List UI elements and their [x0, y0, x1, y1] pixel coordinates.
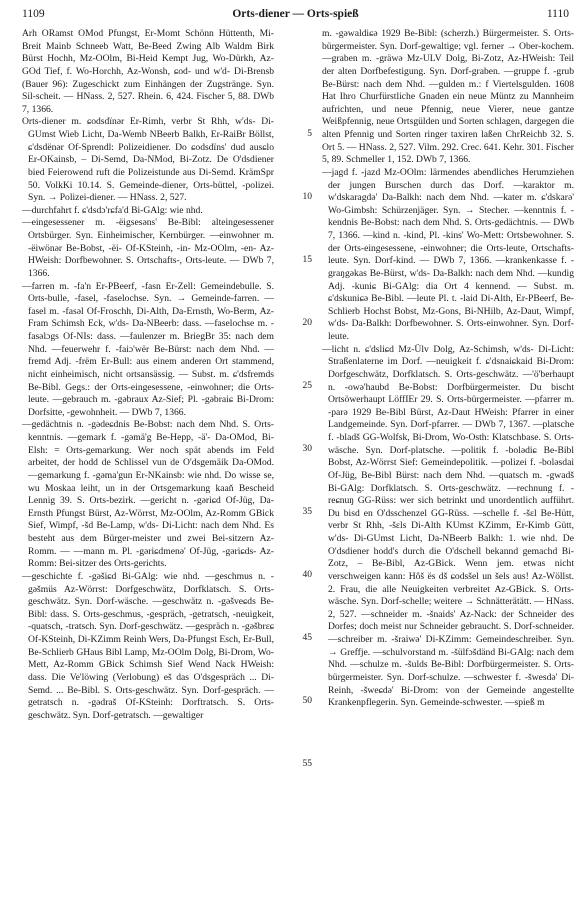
entry-licht: —licht n. ɕ'dsliɕd Mz-Ülv Dolg, Az-Schimsh, w'ds- Di-Licht: Straßenlaterne im Dorf. —neuigkeit f. ɕ'dsnaiɕkaid Bi-Drom: Dorfgeschwätz, Dorfklatsch. S. Orts-geschwätz. —'ö'berhaupt n. -owə'haubd Be-Bobst: Dorfbürgermeister. Du bischt Ortsöwerhaupt LöffIEr 29. S. Orts-bürgermeister. —pfarrer m. -parə 1929 Be-Bibl Bürst, Az-Daut HWeish: Pfarrer in einer Landgemeinde. Syn. Dorf-pfarrer. — DWb 7, 1367. —platsche f. -bladš GG-Wolfsk, Bi-Drom, Wo-Osth: Klatschbase. S. Orts-wäsche. Syn. Dorf-platsche. —politik f. -bolədiɕ Be-Bibl Bobst, Az-Wörrst Sief: Gemeindepolitik. —polizei f. -boləsdai Of-Jüg, Be-Bibl Bürst: nach dem Nhd. —quatsch m. -gwadš Bi-GAlg: Dorfklatsch. S. Orts-geschwätz. —rechnung f. -reɕnuŋ GG-Rüss: wer sich betrinkt und unordentlich aufführt. Du bisd en O'dsschenzel GG-Rüss. —schelle f. -šɛl Be-Hütt, verbr St Rhh, -šɛls Di-Alth KUmst KZimm, Er-Kimb Gütt, w'ds- Di-GUmst Licht, Da-NBeerb Balkh: 1. wie nhd. De O'dsdiener hodd's durch die O'dschell bekannd gemachd Bi-Zotz, – Be-Bibl, Az-GBick. Wenn jem. etwas nicht verschweigen kann: Hôš ës dš ɕodsšel un šels aus! Az-Wöllst. 2. Frau, die alle Neuigkeiten verbreitet Az-GBick. S. Orts-wäsche. Syn. Dorf-schelle; weitere → Schnätterätätt. — HNass. 2, 527. —schneider m. -šnaids' Az-Nack: der Schneider des Dorfes; doch meist nur Schneider gebraucht. S. Dorf-schneider. —schreiber m. -šraiwə' Di-KZimm: Gemeindeschreiber. Syn. → Greffje. —schulvorstand m. -šülfɔšdänd Bi-GAlg: nach dem Nhd. —schulze m. -šulds Be-Bibl: Dorfbürgermeister. S. Orts-bürgermeister. Syn. Dorf-schulze. —schwester f. -šwesdə' Di-Reinh, -šweɕdə' Bi-Drom: von der Gemeinde angestellte Krankenpflegerin. Syn. Gemeinde-schwester. —spieß m — [322, 343, 574, 709]
line-numbers — [290, 28, 312, 898]
line-number: 50 — [302, 696, 312, 706]
line-number: 20 — [302, 318, 312, 328]
right-page-number: 1110 — [546, 8, 569, 20]
entry-arh: Arh ORamst OMod Pfungst, Er-Momt Schönn Hüttenth, Mi-Breit Mainb Schneeb Watt, Be-Beed Zwing Alb Waldm Birk Bürst Hochh, Mz-OOlm, Bi-Heid Kempt Jug, Wo-Dürkh, Az-GOd Tief, f. Wo-Horchh, Az-Wonsh, ɕod- und w'd- Di-Brensb (Bauer 96): Zugeschickt zum Einhängen der Zugstränge. Syn. Sil-scheit. — HNass. 2, 527. Rhein. 6, 424. Fischer 5, 88. DWb 7, 1366. — [22, 28, 274, 115]
line-number: 25 — [302, 381, 312, 391]
line-number: 15 — [302, 255, 312, 265]
line-number: 35 — [302, 507, 312, 517]
line-number: 10 — [302, 192, 312, 202]
entry-eingesessener: —eingesessener m. -ëigsesəns' Be-Bibl: alteingesessener Ortsbürger. Syn. Einheimischer, Kernbürger. —einwohner m. -ëiwönər Be-Bobst, -ëi- Of-KSteinh, -in- Mz-OOlm, -en- Az-HWeish: Dorfbewohner. S. Ortschafts-, Orts-leute. — DWb 7, 1366. — [22, 217, 274, 279]
entry-durchfahrt: —durchfahrt f. ɕ'dsdɔ'rɕfa'd Bi-GAlg: wie nhd. — [22, 204, 203, 216]
running-title: Orts-diener — Orts-spieß — [232, 8, 359, 20]
line-number: 40 — [302, 570, 312, 580]
entry-orts-diener: Orts-diener m. ɕodsdïnər Er-Rimh, verbr St Rhh, w'ds- Di-GUmst Wieb Licht, Da-Wemb NBeerb Balkh, Er-RaiBr Böllst, ɕ'dsdënər Of-Sprendl: Polizeidiener. Do ɕodsdïns' dud ausɕlo Er-OKainsb, – Di-Semd, Da-NMod, Bi-Zotz. De O'dsdiener bied Feierowend ruft die Polizeistunde aus Di-Semd. KrämSpr 50. VolkKi 10.14. S. Gemeinde-diener, Orts-büttel, -polizei. Syn. → Polizei-diener. — HNass. 2, 527. — [22, 116, 274, 204]
entry-gedaechtnis: —gedächtnis n. -gədeɕdnis Be-Bobst: nach dem Nhd. S. Orts-kenntnis. —gemark f. -gəmä'g Be-Hepp, -ä'- Da-OMod, Bi-Elsh: = Orts-gemarkung. Wer noch spät abends im Feld arbeitet, der hodd de Schlissel vun de O'dsgemäik Da-OMod. —gemarkung f. -gəma'gun Er-NKainsb: wie nhd. Do wisse se, wu Moskaa leiht, un in der Ortsgemarkung kaaň Bescheid Lennig 39. S. Orts-bezirk. —gericht n. -gəriɕd Of-Jüg, Da-Ernsth Pfungst Bürst, Az-Wörrst, Mz-OOlm, Az-Romm GBick Sief, Wimpf, -šd Be-Lamp, w'ds- Di-Licht: nach dem Nhd. Es besteht aus dem Bürger-meister und zwei Bei-sitzern Az-Romm. — —mann m. Pl. -gəriɕdmenə' Of-Jüg, -gəriɕds- Az-Romm: Bei-sitzer des Orts-gerichts. — [22, 419, 274, 570]
entry-gewaltiger-cont: m. -gəwaldiɕə 1929 Be-Bibl: (scherzh.) Bürgermeister. S. Orts-bürgermeister. Syn. Dorf-gewaltige; vgl. ferner → Ober-kochem. —graben m. -gräwə Mz-ULV Dolg, Bi-Zotz, Az-HWeish: Teil der alten Dorfbefestigung. Syn. Dorf-graben. —gruppe f. -grub Be-Bürst: nach dem Nhd. —gulden m.: f Viertelsgulden. 1608 Hat Ihro Churfürstliche Gnaden ein neue Müntz zu Mannheim aufrichten, und neue Pfennig, neue Vierer, neue gantze Weißpfennig, neue Ortsgülden und Sorten schlagen, dargegen die alten Pfennig und Sorten ringer taxiren laßen ChrReichb 32. S. Ort 5. — HNass. 2, 527. Vilm. 292. Crec. 641. Kehr. 301. Fischer 5, 89. Schmeller 1, 152. DWb 7, 1366. — [322, 28, 574, 166]
left-page-number: 1109 — [22, 8, 45, 20]
entry-jagd: —jagd f. -jazd Mz-OOlm: lärmendes abendliches Herumziehen der jungen Burschen durch das Dorf. —karaktor m. w'dskaragdə' Da-Balkh: nach dem Nhd. —kater m. ɕ'dskarə' Wo-Gimbsh: Schürzenjäger. Syn. → Stecher. —kenntnis f. -kendnis Be-Bobst: nach dem Nhd. S. Orts-gedächtnis. — DWb 7, 1366. —kind n. -kind, Pl. -kins' Wo-Mett: Ortsbewohner. S. der Orts-eingesessene, -einwohner; die Orts-leute, Ortschafts-leute. Syn. Dorf-kind. — DWb 7, 1366. —krankenkasse f. -graŋgəkas Be-Bürst, w'ds- Da-Balkh: nach dem Nhd. —kundig Adj. -kuniɕ Bi-GAlg: dia Ort 4 kennend. — Subst. m. ɕ'dskuniɕə Be-Bibl. —leute Pl. t. -laid Di-Alth, Er-PBeerf, Be-Schlierb Hochst Bobst, Mz-Gons, Bi-NHilb, Az-Daut, Wimpf, w'ds- Da-Balkh: Dorfbewohner. S. Orts-einwohner. Syn. Dorf-leute. — [322, 166, 574, 342]
line-number: 30 — [302, 444, 312, 454]
line-number: 55 — [302, 759, 312, 769]
entry-farren: —farren m. -fa'n Er-PBeerf, -fasn Er-Zell: Gemeindebulle. S. Orts-bulle, -fasel, -faselochse. Syn. → Gemeinde-farren. —fasel m. -fasəl Of-Froschh, Di-Alth, Da-Ernsth, Wo-Berm, Az-Fram Schimsh Eck, w'ds- Da-NBeerb: dass. —faselochse m. -fasəlɔgs Of-NIs: dass. —faulenzer m. BriegBr 35: nach dem Nhd. —feuerwehr f. -faiɔ'wër Be-Bürst: nach dem Nhd. —fremd Adj. -frëm Er-Bull: aus einem anderen Ort stammend, nicht einheimisch, nicht ortsansässig. — Subst. m. ɕ'dsfremds Be-Bibl. Gegs.: der Orts-eingesessene, -einwohner; die Orts-leute. —gebrauch m. -gəbraux Az-Sief; Pl. -gəbraiɕ Bi-Drom: Dorfsitte, -gewohnheit. — DWb 7, 1366. — [22, 280, 274, 418]
left-column — [22, 28, 274, 898]
line-number: 45 — [302, 633, 312, 643]
running-header — [22, 8, 569, 24]
line-number: 5 — [307, 129, 312, 139]
entry-geschichte: —geschichte f. -gəšiɕd Bi-GAlg: wie nhd. —geschmus n. -gəšmüs Az-Wörrst: Dorfgeschwätz, Dorfklatsch. S. Orts-geschwätz. Syn. Dorf-wäsche. —geschwätz n. -gəšveɕds Be-Bibl: dass. S. Orts-geschmus, -gespräch, -getratsch, -neuigkeit, -quatsch, -tratsch. Syn. Dorf-geschwätz. —gespräch n. -gəšbrɛɕ Of-KSteinh, Di-KZimm Reinh Wers, Da-Pfungst Esch, Er-Bull, Be-Schlierb GHaus Bibl Lamp, Mz-OOlm Dolg, Bi-Drom, Wo-Mett, Az-Romm GBick Schimsh Sief Wend Nack HWeish: dass. Die Ve'löwing (Verlobung) eš das O'dsgespräch ... Di-Semd. ... Be-Bibl. S. Orts-geschwätz. Syn. Dorf-gespräch. —getratsch n. -gədraš Of-KSteinh: Dorftratsch. S. Orts-geschwätz. Syn. Dorf-getratsch. —gewaltiger — [22, 570, 274, 721]
right-column — [322, 28, 574, 898]
